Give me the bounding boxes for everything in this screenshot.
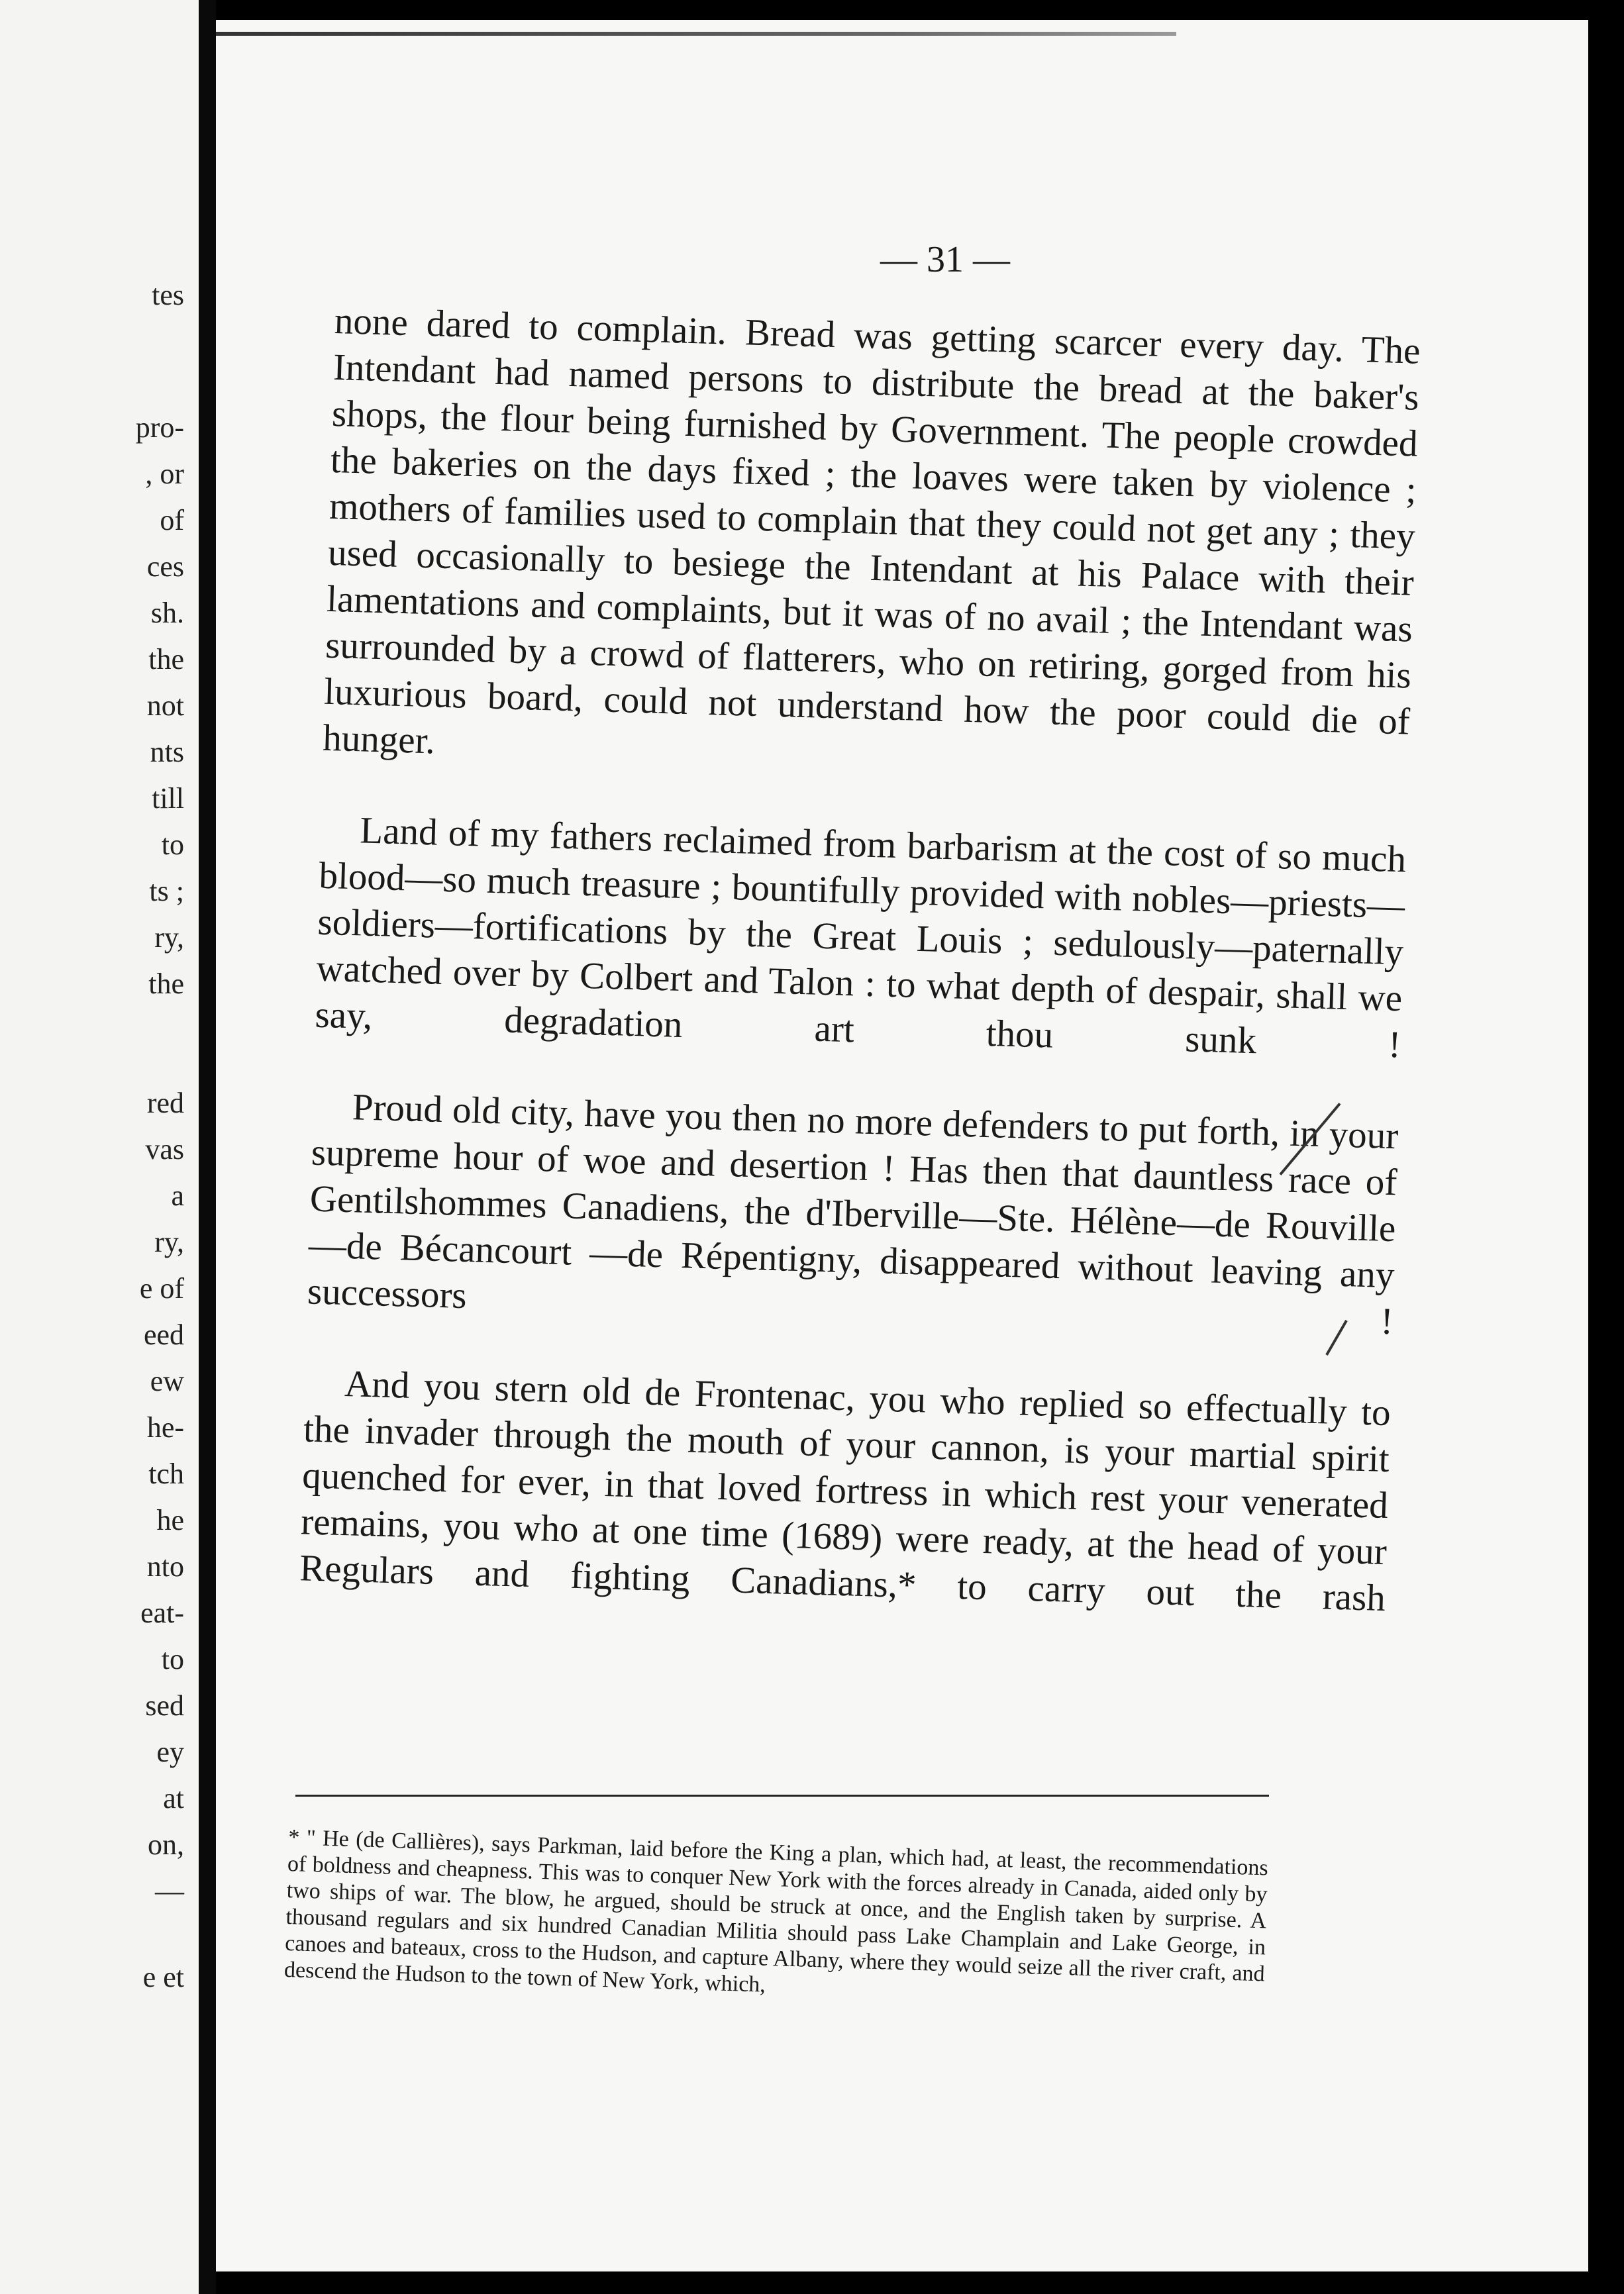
facing-page-fragment: till — [152, 782, 184, 815]
facing-page-fragment: ts ; — [149, 875, 184, 907]
facing-page-fragment: ey — [156, 1736, 184, 1768]
body-text — [298, 298, 1421, 1667]
facing-page-fragment: vas — [145, 1133, 184, 1166]
facing-page-fragment: nto — [146, 1550, 184, 1583]
facing-page-fragment: red — [146, 1087, 184, 1119]
page-number: — 31 — — [880, 239, 1010, 280]
paragraph-4: And you stern old de Frontenac, you who replied so effectually to the invader through the mouth of your cannon, is your martial spirit quenched for ever, in that loved fortress in which rest your venerated remains, you who at one time (1689) were ready, at the head of your Regulars and fighting Canadians,* to carry out the rash — [299, 1363, 1392, 1620]
paragraph-2: Land of my fathers reclaimed from barbarism at the cost of so much blood—so much treasure ; bountifully provided with nobles—priests—soldiers—fortifications by the Great Louis ; sedulously—paternally watched over by Colbert and Talon : to what depth of despair, shall we say, degradation art thou sunk ! — [314, 809, 1407, 1066]
facing-page-edge — [0, 0, 199, 2294]
facing-page-fragment: to — [161, 828, 184, 861]
facing-page-fragment: , or — [145, 458, 184, 490]
facing-page-fragment: eat- — [140, 1597, 184, 1629]
footnote: * " He (de Callières), says Parkman, laid before the King a plan, which had, at least, the recommendations of boldness and cheapness. This was to conquer New York with the forces already in Canada, aided only by two ships of war. The blow, he argued, should be struck at once, and the English taken by surprise. A thousand regulars and six hundred Canadian Militia should pass Lake Champlain and Lake George, in canoes and bateaux, cross to the Hudson, and capture Albany, where they would seize all the river craft, and descend the Hudson to the town of New York, which, — [283, 1824, 1269, 1997]
paragraph-3: Proud old city, have you then no more defenders to put forth, in your supreme hour of woe and desertion ! Has then that dauntless race of Gentilshommes Canadiens, the d'Iberville—Ste. Hélène—de Rouville—de Bécancourt —de Répentigny, disappeared without leaving any successors ! — [307, 1086, 1399, 1343]
facing-page-fragment: e of — [139, 1272, 184, 1305]
facing-page-fragment: on, — [148, 1828, 184, 1861]
facing-page-fragment: nts — [150, 736, 184, 768]
facing-page-fragment: e et — [142, 1961, 184, 1993]
footnote-rule — [295, 1795, 1269, 1797]
book-page — [216, 20, 1588, 2271]
page-gutter — [199, 0, 216, 2294]
facing-page-fragment: pro- — [135, 411, 184, 444]
facing-page-fragment: the — [148, 643, 184, 675]
facing-page-fragment: sh. — [150, 597, 184, 629]
paragraph-1: none dared to complain. Bread was getting scarcer every day. The Intendant had named persons to distribute the bread at the baker's shops, the flour being furnished by Government. The people crowded the bakeries on the days fixed ; the loaves were taken by violence ; mothers of families used to complain that they could not get any ; they used occasionally to besiege the Intendant at his Palace with their lamentations and complaints, but it was of no avail ; the Intendant was surrounded by a crowd of flatterers, who on retiring, gorged from his luxurious board, could not understand how the poor could die of hunger. — [322, 299, 1421, 762]
facing-page-fragment: the — [148, 968, 184, 1000]
facing-page-fragment: ry, — [154, 1226, 184, 1258]
facing-page-fragment: ces — [146, 550, 184, 583]
facing-page-fragment: of — [160, 504, 184, 536]
facing-page-fragment: a — [171, 1179, 184, 1212]
facing-page-fragment: ry, — [154, 921, 184, 954]
facing-page-fragment: he — [156, 1504, 184, 1536]
facing-page-fragment: at — [163, 1782, 184, 1815]
facing-page-fragment: — — [155, 1875, 184, 1907]
facing-page-fragment: tes — [152, 279, 184, 311]
facing-page-fragment: not — [146, 689, 184, 722]
top-edge-rule — [216, 32, 1176, 36]
facing-page-fragment: sed — [145, 1689, 184, 1722]
facing-page-fragment: he- — [146, 1411, 184, 1444]
facing-page-fragment: to — [161, 1643, 184, 1675]
facing-page-fragment: tch — [148, 1458, 184, 1490]
facing-page-fragment: eed — [143, 1319, 184, 1351]
facing-page-fragment: ew — [150, 1365, 184, 1397]
